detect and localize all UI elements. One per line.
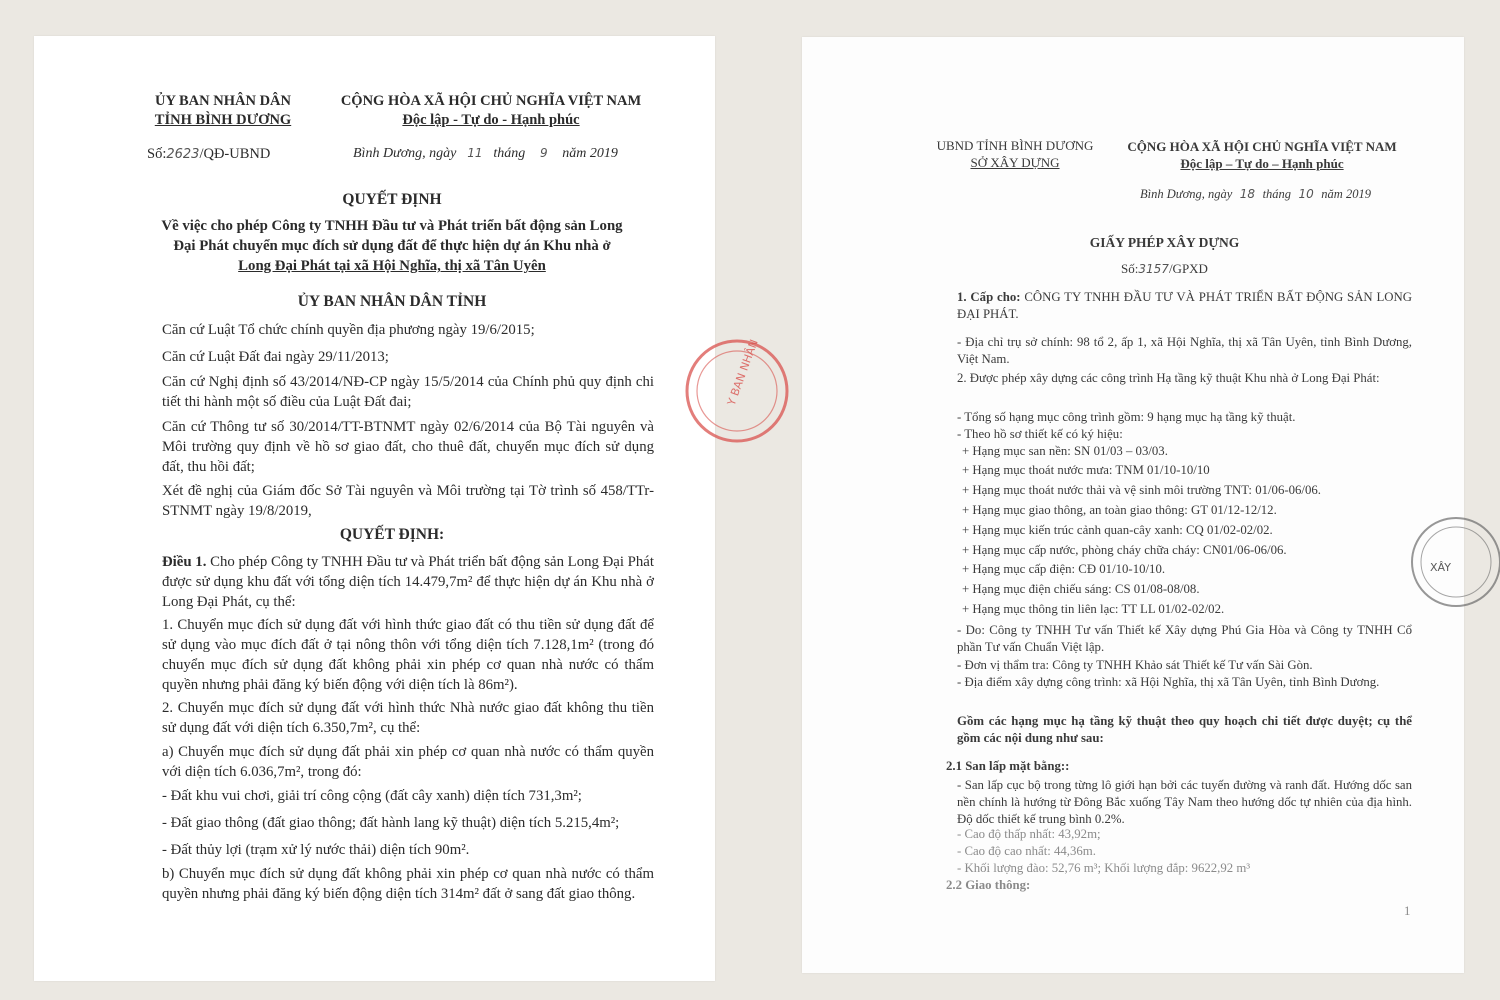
item-2a-1: - Đất khu vui chơi, giải trí công cộng (đất cây xanh) diện tích 731,3m²; xyxy=(162,788,582,804)
nation-line-2: Độc lập – Tự do – Hạnh phúc xyxy=(1180,156,1344,171)
list-item: + Hạng mục giao thông, an toàn giao thông: GT 01/12-12/12. xyxy=(962,503,1277,517)
nation-line-1: CỘNG HÒA XÃ HỘI CHỦ NGHĨA VIỆT NAM xyxy=(340,93,642,109)
min-elevation: - Cao độ thấp nhất: 43,92m; xyxy=(957,827,1101,841)
item-2a-2: - Đất giao thông (đất giao thông; đất hành lang kỹ thuật) diện tích 5.215,4m²; xyxy=(162,815,620,831)
permit-number: Số:3157/GPXD xyxy=(1121,261,1208,276)
earthwork-volume: - Khối lượng đào: 52,76 m³; Khối lượng đắp: 9622,92 m³ xyxy=(957,861,1251,875)
nation-line-2: Độc lập - Tự do - Hạnh phúc xyxy=(402,112,580,128)
list-item: + Hạng mục điện chiếu sáng: CS 01/08-08/08. xyxy=(962,582,1200,596)
item-2b: b) Chuyển mục đích sử dụng đất không phải xin phép cơ quan nhà nước có thẩm quyền nhưng phải đăng ký biến động diện tích 314m² đất ở sang đất giao thông. xyxy=(162,866,654,902)
issue-date: Bình Dương, ngày 18 tháng 10 năm 2019 xyxy=(1140,187,1371,201)
permit-title: GIẤY PHÉP XÂY DỰNG xyxy=(1089,235,1240,250)
reviewer: - Đơn vị thẩm tra: Công ty TNHH Khảo sát Thiết kế Tư vấn Sài Gòn. xyxy=(957,658,1313,672)
design-reference: - Theo hồ sơ thiết kế có ký hiệu: xyxy=(957,427,1123,441)
subject-line-3: Long Đại Phát tại xã Hội Nghĩa, thị xã Tân Uyên xyxy=(238,258,546,274)
leveling-description: - San lấp cục bộ trong từng lô giới hạn bởi các tuyến đường và ranh đất. Hướng dốc san nền chính là hướng từ Đông Bắc xuống Tây Nam theo hướng dốc tự nhiên của địa hình. Độ dốc thiết kế trung bình 0.2%. xyxy=(957,778,1412,826)
svg-text:XÂY: XÂY xyxy=(1430,561,1451,574)
subject-line-2: Đại Phát chuyển mục đích sử dụng đất để thực hiện dự án Khu nhà ở xyxy=(173,238,611,254)
item-1: 1. Chuyển mục đích sử dụng đất với hình thức giao đất có thu tiền sử dụng đất để sử dụng vào mục đích đất ở tại nông thôn với tổng diện tích 7.128,1m² (trong đó chuyển mục đích sử dụng đất không phải xin phép cơ quan nhà nước có thẩm quyền nhưng phải đăng ký biến động với diện tích là 86m²). xyxy=(162,617,654,693)
org-line-2: SỞ XÂY DỰNG xyxy=(970,155,1060,170)
nation-line-1: CỘNG HÒA XÃ HỘI CHỦ NGHĨA VIỆT NAM xyxy=(1127,139,1397,154)
grant-to: 1. Cấp cho: CÔNG TY TNHH ĐẦU TƯ VÀ PHÁT TRIỂN BẤT ĐỘNG SẢN LONG ĐẠI PHÁT. xyxy=(957,290,1412,321)
section-2-1: 2.1 San lấp mặt bằng:: xyxy=(946,759,1070,773)
list-item: + Hạng mục thông tin liên lạc: TT LL 01/02-02/02. xyxy=(962,602,1225,616)
official-seal-stamp xyxy=(1408,507,1468,617)
location: - Địa điểm xây dựng công trình: xã Hội Nghĩa, thị xã Tân Uyên, tỉnh Bình Dương. xyxy=(957,675,1380,689)
document-title: QUYẾT ĐỊNH xyxy=(342,191,442,208)
basis-5: Xét đề nghị của Giám đốc Sở Tài nguyên và Môi trường tại Tờ trình số 458/TTr-STNMT ngày 19/8/2019, xyxy=(162,483,654,519)
basis-4: Căn cứ Thông tư số 30/2014/TT-BTNMT ngày 02/6/2014 của Bộ Tài nguyên và Môi trường quy định về hồ sơ giao đất, cho thuê đất, chuyển mục đích sử dụng đất, thu hồi đất; xyxy=(162,419,654,475)
issue-date: Bình Dương, ngày 11 tháng 9 năm 2019 xyxy=(353,146,618,161)
list-item: + Hạng mục san nền: SN 01/03 – 03/03. xyxy=(962,444,1168,458)
item-2: 2. Chuyển mục đích sử dụng đất với hình thức Nhà nước giao đất không thu tiền sử dụng đất với diện tích 6.350,7m², cụ thể: xyxy=(162,700,654,736)
subject-line-1: Về việc cho phép Công ty TNHH Đầu tư và Phát triển bất động sản Long xyxy=(161,218,623,234)
org-line-2: TỈNH BÌNH DƯƠNG xyxy=(154,112,292,128)
list-item: + Hạng mục kiến trúc cảnh quan-cây xanh: CQ 01/02-02/02. xyxy=(962,523,1273,537)
basis-1: Căn cứ Luật Tổ chức chính quyền địa phương ngày 19/6/2015; xyxy=(162,322,535,338)
decision-document xyxy=(34,36,761,981)
designer: - Do: Công ty TNHH Tư vấn Thiết kế Xây dựng Phú Gia Hòa và Công ty TNHH Cổ phần Tư vấn Chuẩn Việt lập. xyxy=(957,623,1412,654)
authority-heading: ỦY BAN NHÂN DÂN TỈNH xyxy=(297,293,487,310)
address: - Địa chỉ trụ sở chính: 98 tổ 2, ấp 1, xã Hội Nghĩa, thị xã Tân Uyên, tỉnh Bình Dương, Việt Nam. xyxy=(957,335,1412,366)
construction-permit-document xyxy=(802,37,1464,973)
max-elevation: - Cao độ cao nhất: 44,36m. xyxy=(957,844,1096,858)
scope-description: Gồm các hạng mục hạ tầng kỹ thuật theo quy hoạch chi tiết được duyệt; cụ thể gồm các nội dung như sau: xyxy=(957,714,1412,745)
svg-text:Y BAN NHÂN: Y BAN NHÂN xyxy=(724,337,761,408)
basis-2: Căn cứ Luật Đất đai ngày 29/11/2013; xyxy=(162,349,389,365)
org-line-1: ỦY BAN NHÂN DÂN xyxy=(154,93,291,109)
item-2a-3: - Đất thủy lợi (trạm xử lý nước thải) diện tích 90m². xyxy=(162,842,470,858)
item-2a: a) Chuyển mục đích sử dụng đất phải xin phép cơ quan nhà nước có thẩm quyền với diện tích 6.036,7m², trong đó: xyxy=(162,744,654,780)
issuing-department xyxy=(920,137,1110,171)
document-subject xyxy=(130,216,654,276)
article-1: Điều 1. Cho phép Công ty TNHH Đầu tư và Phát triển bất động sản Long Đại Phát được sử dụng khu đất với tổng diện tích 14.479,7m² để thực hiện dự án Khu nhà ở Long Đại Phát, cụ thể: xyxy=(162,554,654,610)
section-2-2: 2.2 Giao thông: xyxy=(946,878,1031,892)
page-number: 1 xyxy=(1404,904,1411,918)
list-item: + Hạng mục cấp điện: CĐ 01/10-10/10. xyxy=(962,562,1166,576)
national-motto xyxy=(328,92,654,130)
basis-3: Căn cứ Nghị định số 43/2014/NĐ-CP ngày 15/5/2014 của Chính phủ quy định chi tiết thi hành một số điều của Luật Đất đai; xyxy=(162,374,654,410)
total-items: - Tổng số hạng mục công trình gồm: 9 hạng mục hạ tầng kỹ thuật. xyxy=(957,410,1296,424)
list-item: + Hạng mục cấp nước, phòng cháy chữa cháy: CN01/06-06/06. xyxy=(962,543,1287,557)
decision-heading: QUYẾT ĐỊNH: xyxy=(339,526,445,543)
issuing-authority xyxy=(130,92,316,130)
national-motto xyxy=(1112,138,1412,172)
list-item: + Hạng mục thoát nước mưa: TNM 01/10-10/10 xyxy=(962,463,1210,477)
permit-scope: 2. Được phép xây dựng các công trình Hạ tầng kỹ thuật Khu nhà ở Long Đại Phát: xyxy=(957,371,1380,385)
official-seal-stamp xyxy=(682,336,762,446)
list-item: + Hạng mục thoát nước thải và vệ sinh môi trường TNT: 01/06-06/06. xyxy=(962,483,1321,497)
org-line-1: UBND TỈNH BÌNH DƯƠNG xyxy=(936,138,1094,153)
document-number: Số:2623/QĐ-UBND xyxy=(147,146,271,162)
